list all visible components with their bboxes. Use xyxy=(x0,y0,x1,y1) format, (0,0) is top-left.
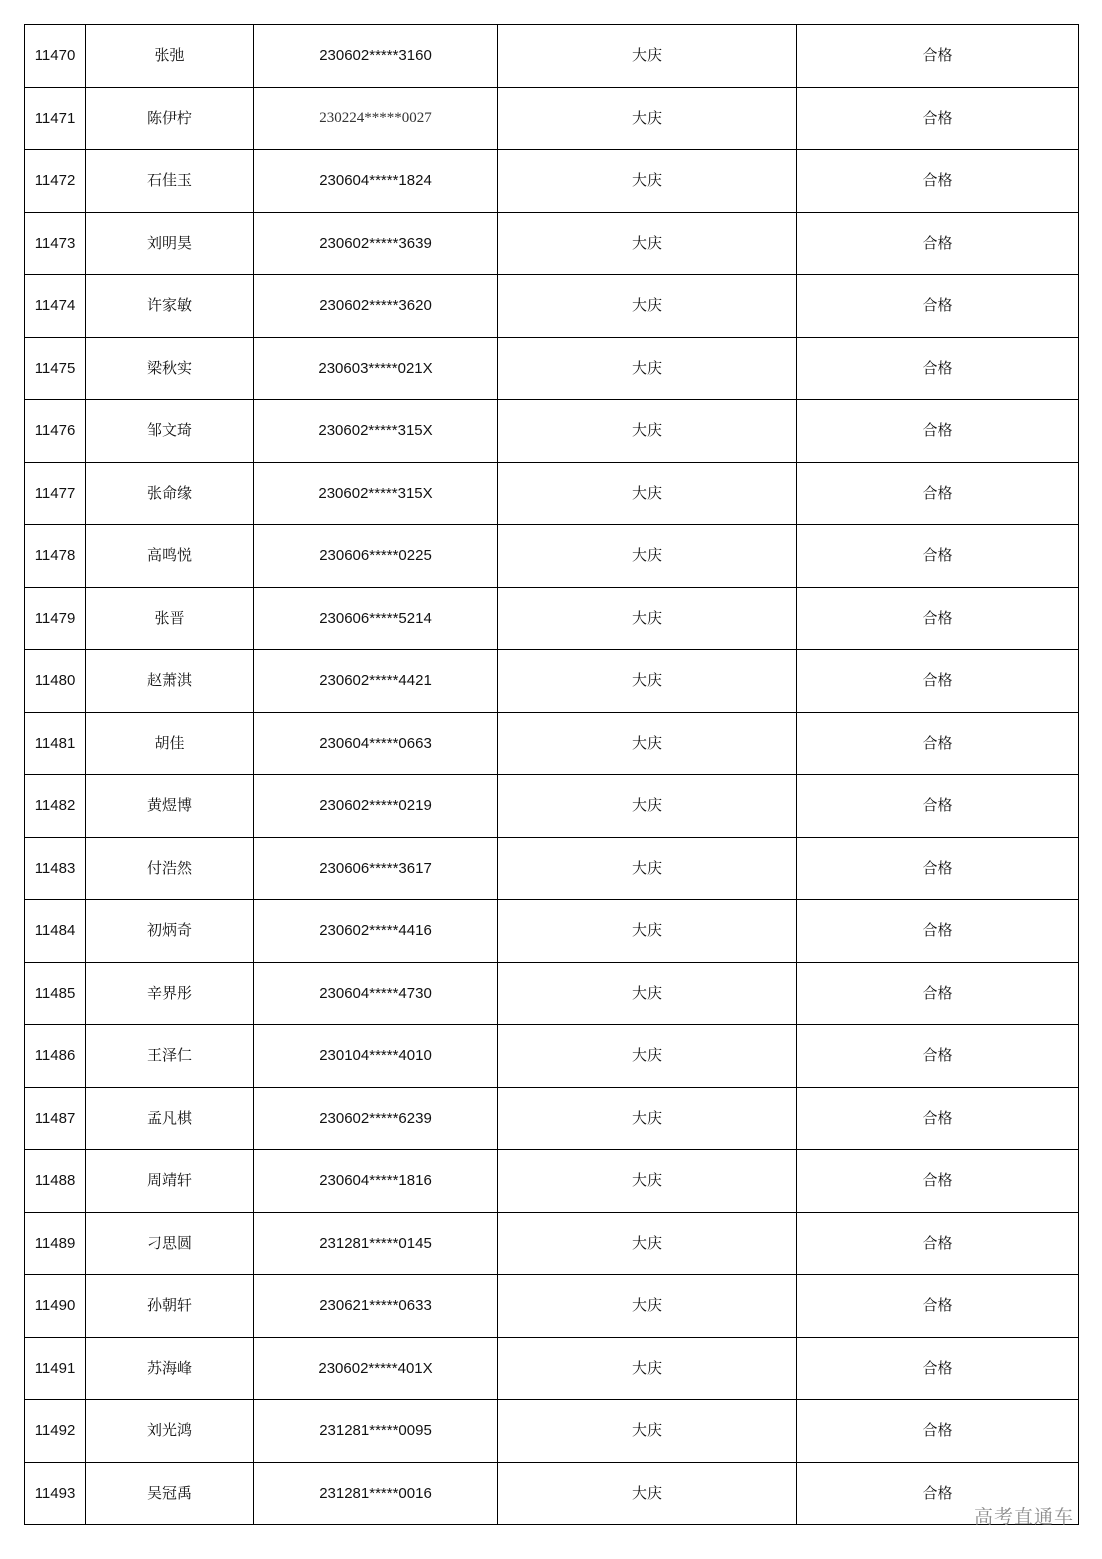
candidate-name: 刘光鸿 xyxy=(86,1400,254,1463)
candidate-name: 孟凡棋 xyxy=(86,1087,254,1150)
candidate-name: 许家敏 xyxy=(86,275,254,338)
results-table xyxy=(24,24,1079,1525)
city: 大庆 xyxy=(498,462,797,525)
row-number: 11489 xyxy=(25,1212,86,1275)
table-row xyxy=(25,712,1079,775)
table-row xyxy=(25,1025,1079,1088)
id-number: 231281*****0016 xyxy=(254,1462,498,1525)
city: 大庆 xyxy=(498,1087,797,1150)
row-number: 11472 xyxy=(25,150,86,213)
row-number: 11470 xyxy=(25,25,86,88)
city: 大庆 xyxy=(498,400,797,463)
results-sheet xyxy=(24,24,1077,1525)
row-number: 11480 xyxy=(25,650,86,713)
city: 大庆 xyxy=(498,1462,797,1525)
id-number: 230602*****4416 xyxy=(254,900,498,963)
city: 大庆 xyxy=(498,650,797,713)
city: 大庆 xyxy=(498,837,797,900)
result: 合格 xyxy=(797,1400,1079,1463)
result: 合格 xyxy=(797,1275,1079,1338)
row-number: 11482 xyxy=(25,775,86,838)
id-number: 230602*****3639 xyxy=(254,212,498,275)
city: 大庆 xyxy=(498,1400,797,1463)
result: 合格 xyxy=(797,837,1079,900)
candidate-name: 初炳奇 xyxy=(86,900,254,963)
row-number: 11484 xyxy=(25,900,86,963)
city: 大庆 xyxy=(498,337,797,400)
city: 大庆 xyxy=(498,150,797,213)
result: 合格 xyxy=(797,900,1079,963)
row-number: 11490 xyxy=(25,1275,86,1338)
result: 合格 xyxy=(797,1212,1079,1275)
result: 合格 xyxy=(797,1462,1079,1525)
row-number: 11491 xyxy=(25,1337,86,1400)
table-row xyxy=(25,650,1079,713)
candidate-name: 黄煜博 xyxy=(86,775,254,838)
candidate-name: 胡佳 xyxy=(86,712,254,775)
row-number: 11488 xyxy=(25,1150,86,1213)
id-number: 230603*****021X xyxy=(254,337,498,400)
candidate-name: 邹文琦 xyxy=(86,400,254,463)
row-number: 11474 xyxy=(25,275,86,338)
table-row xyxy=(25,337,1079,400)
id-number: 230224*****0027 xyxy=(254,87,498,150)
id-number: 230604*****0663 xyxy=(254,712,498,775)
city: 大庆 xyxy=(498,712,797,775)
row-number: 11486 xyxy=(25,1025,86,1088)
candidate-name: 刘明昊 xyxy=(86,212,254,275)
candidate-name: 孙朝轩 xyxy=(86,1275,254,1338)
city: 大庆 xyxy=(498,1275,797,1338)
row-number: 11473 xyxy=(25,212,86,275)
row-number: 11483 xyxy=(25,837,86,900)
candidate-name: 吴冠禹 xyxy=(86,1462,254,1525)
city: 大庆 xyxy=(498,1212,797,1275)
candidate-name: 辛界彤 xyxy=(86,962,254,1025)
row-number: 11478 xyxy=(25,525,86,588)
id-number: 230602*****315X xyxy=(254,400,498,463)
id-number: 230606*****3617 xyxy=(254,837,498,900)
table-row xyxy=(25,1462,1079,1525)
id-number: 230606*****5214 xyxy=(254,587,498,650)
result: 合格 xyxy=(797,1150,1079,1213)
result: 合格 xyxy=(797,525,1079,588)
result: 合格 xyxy=(797,462,1079,525)
id-number: 230602*****315X xyxy=(254,462,498,525)
table-row xyxy=(25,25,1079,88)
id-number: 230602*****3620 xyxy=(254,275,498,338)
id-number: 230104*****4010 xyxy=(254,1025,498,1088)
table-row xyxy=(25,837,1079,900)
candidate-name: 陈伊柠 xyxy=(86,87,254,150)
id-number: 230602*****3160 xyxy=(254,25,498,88)
table-row xyxy=(25,1150,1079,1213)
candidate-name: 赵萧淇 xyxy=(86,650,254,713)
results-table-body xyxy=(25,25,1079,1525)
city: 大庆 xyxy=(498,775,797,838)
id-number: 231281*****0095 xyxy=(254,1400,498,1463)
table-row xyxy=(25,1212,1079,1275)
id-number: 230604*****1824 xyxy=(254,150,498,213)
city: 大庆 xyxy=(498,587,797,650)
row-number: 11492 xyxy=(25,1400,86,1463)
table-row xyxy=(25,87,1079,150)
candidate-name: 梁秋实 xyxy=(86,337,254,400)
result: 合格 xyxy=(797,400,1079,463)
candidate-name: 苏海峰 xyxy=(86,1337,254,1400)
candidate-name: 周靖轩 xyxy=(86,1150,254,1213)
result: 合格 xyxy=(797,650,1079,713)
table-row xyxy=(25,275,1079,338)
table-row xyxy=(25,150,1079,213)
result: 合格 xyxy=(797,150,1079,213)
result: 合格 xyxy=(797,87,1079,150)
id-number: 230602*****401X xyxy=(254,1337,498,1400)
table-row xyxy=(25,1275,1079,1338)
city: 大庆 xyxy=(498,87,797,150)
table-row xyxy=(25,775,1079,838)
table-row xyxy=(25,587,1079,650)
city: 大庆 xyxy=(498,1150,797,1213)
result: 合格 xyxy=(797,1025,1079,1088)
watermark-text: 高考直通车 xyxy=(973,1506,1074,1528)
city: 大庆 xyxy=(498,25,797,88)
id-number: 230621*****0633 xyxy=(254,1275,498,1338)
city: 大庆 xyxy=(498,212,797,275)
candidate-name: 王泽仁 xyxy=(86,1025,254,1088)
row-number: 11471 xyxy=(25,87,86,150)
table-row xyxy=(25,1400,1079,1463)
row-number: 11493 xyxy=(25,1462,86,1525)
id-number: 230604*****1816 xyxy=(254,1150,498,1213)
row-number: 11479 xyxy=(25,587,86,650)
candidate-name: 张弛 xyxy=(86,25,254,88)
table-row xyxy=(25,962,1079,1025)
id-number: 230606*****0225 xyxy=(254,525,498,588)
table-row xyxy=(25,900,1079,963)
city: 大庆 xyxy=(498,1337,797,1400)
candidate-name: 石佳玉 xyxy=(86,150,254,213)
row-number: 11487 xyxy=(25,1087,86,1150)
row-number: 11485 xyxy=(25,962,86,1025)
table-row xyxy=(25,212,1079,275)
id-number: 230602*****0219 xyxy=(254,775,498,838)
candidate-name: 付浩然 xyxy=(86,837,254,900)
result: 合格 xyxy=(797,1087,1079,1150)
table-row xyxy=(25,525,1079,588)
candidate-name: 张命缘 xyxy=(86,462,254,525)
city: 大庆 xyxy=(498,1025,797,1088)
result: 合格 xyxy=(797,212,1079,275)
result: 合格 xyxy=(797,962,1079,1025)
result: 合格 xyxy=(797,775,1079,838)
city: 大庆 xyxy=(498,900,797,963)
result: 合格 xyxy=(797,25,1079,88)
row-number: 11477 xyxy=(25,462,86,525)
row-number: 11481 xyxy=(25,712,86,775)
id-number: 230604*****4730 xyxy=(254,962,498,1025)
id-number: 230602*****4421 xyxy=(254,650,498,713)
result: 合格 xyxy=(797,337,1079,400)
city: 大庆 xyxy=(498,525,797,588)
row-number: 11475 xyxy=(25,337,86,400)
id-number: 230602*****6239 xyxy=(254,1087,498,1150)
city: 大庆 xyxy=(498,275,797,338)
result: 合格 xyxy=(797,1337,1079,1400)
result: 合格 xyxy=(797,275,1079,338)
result: 合格 xyxy=(797,712,1079,775)
id-number: 231281*****0145 xyxy=(254,1212,498,1275)
city: 大庆 xyxy=(498,962,797,1025)
row-number: 11476 xyxy=(25,400,86,463)
table-row xyxy=(25,1337,1079,1400)
candidate-name: 张晋 xyxy=(86,587,254,650)
table-row xyxy=(25,462,1079,525)
candidate-name: 高鸣悦 xyxy=(86,525,254,588)
candidate-name: 刁思圆 xyxy=(86,1212,254,1275)
table-row xyxy=(25,1087,1079,1150)
result: 合格 xyxy=(797,587,1079,650)
table-row xyxy=(25,400,1079,463)
